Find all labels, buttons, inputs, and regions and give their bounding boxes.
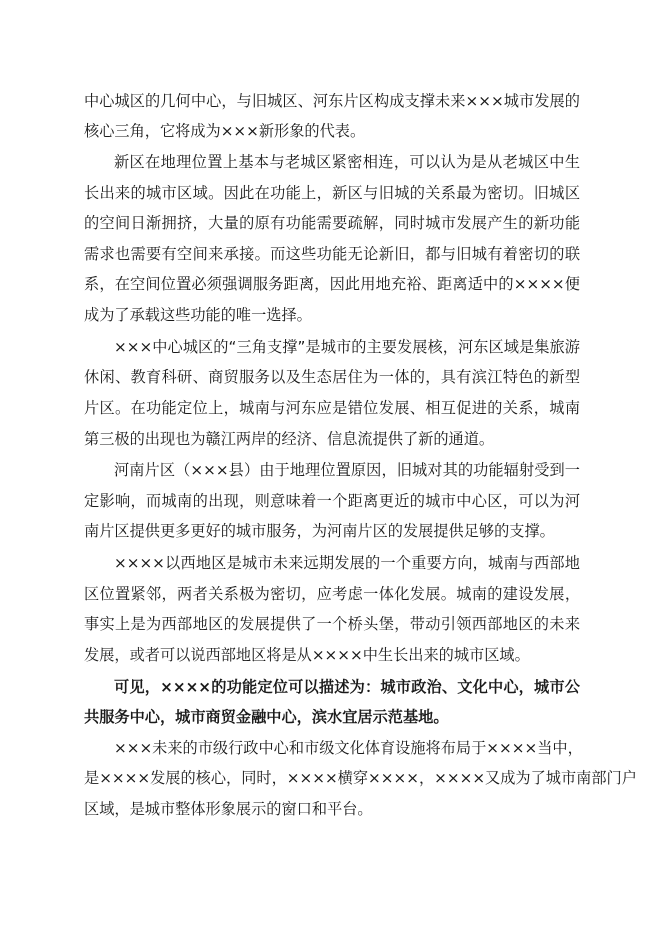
paragraph-1-line-2: 核心三角，它将成为×××新形象的代表。 xyxy=(84,122,366,140)
paragraph-7-line-2: 是××××发展的核心，同时，××××横穿××××，××××又成为了城市南部门户 xyxy=(84,769,637,787)
paragraph-6-line-1: 可见，××××的功能定位可以描述为：城市政治、文化中心，城市公 xyxy=(114,678,580,696)
paragraph-4-line-1: 河南片区（×××县）由于地理位置原因，旧城对其的功能辐射受到一 xyxy=(114,461,580,479)
paragraph-4-line-3: 南片区提供更多更好的城市服务，为河南片区的发展提供足够的支撑。 xyxy=(84,522,555,540)
paragraph-5-line-2: 区位置紧邻，两者关系极为密切，应考虑一体化发展。城南的建设发展， xyxy=(84,585,580,603)
paragraph-2-line-4: 需求也需要有空间来承接。而这些功能无论新旧，都与旧城有着密切的联 xyxy=(84,245,580,263)
paragraph-2-line-5: 系，在空间位置必须强调服务距离，因此用地充裕、距离适中的××××便 xyxy=(84,275,580,293)
paragraph-2-line-3: 的空间日渐拥挤，大量的原有功能需要疏解，同时城市发展产生的新功能 xyxy=(84,214,580,232)
paragraph-1-line-1: 中心城区的几何中心，与旧城区、河东片区构成支撑未来×××城市发展的 xyxy=(84,92,580,110)
paragraph-2-line-1: 新区在地理位置上基本与老城区紧密相连，可以认为是从老城区中生 xyxy=(114,153,580,171)
paragraph-7-line-1: ×××未来的市级行政中心和市级文化体育设施将布局于××××当中， xyxy=(114,739,583,757)
paragraph-4-line-2: 定影响，而城南的出现，则意味着一个距离更近的城市中心区，可以为河 xyxy=(84,492,580,510)
paragraph-3-line-1: ×××中心城区的“三角支撑”是城市的主要发展核，河东区域是集旅游 xyxy=(114,338,580,356)
paragraph-6-line-2: 共服务中心，城市商贸金融中心，滨水宜居示范基地。 xyxy=(84,708,449,726)
paragraph-3-line-4: 第三极的出现也为赣江两岸的经济、信息流提供了新的通道。 xyxy=(84,430,495,448)
paragraph-3-line-2: 休闲、教育科研、商贸服务以及生态居住为一体的，具有滨江特色的新型 xyxy=(84,368,580,386)
paragraph-5-line-3: 事实上是为西部地区的发展提供了一个桥头堡，带动引领西部地区的未来 xyxy=(84,615,580,633)
paragraph-5-line-1: ××××以西地区是城市未来远期发展的一个重要方向，城南与西部地 xyxy=(114,554,580,572)
paragraph-5-line-4: 发展，或者可以说西部地区将是从××××中生长出来的城市区域。 xyxy=(84,646,530,664)
paragraph-3-line-3: 片区。在功能定位上，城南与河东应是错位发展、相互促进的关系，城南 xyxy=(84,399,580,417)
paragraph-7-line-3: 区域，是城市整体形象展示的窗口和平台。 xyxy=(84,800,373,818)
paragraph-2-line-2: 长出来的城市区域。因此在功能上，新区与旧城的关系最为密切。旧城区 xyxy=(84,184,580,202)
paragraph-2-line-6: 成为了承载这些功能的唯一选择。 xyxy=(84,306,312,324)
